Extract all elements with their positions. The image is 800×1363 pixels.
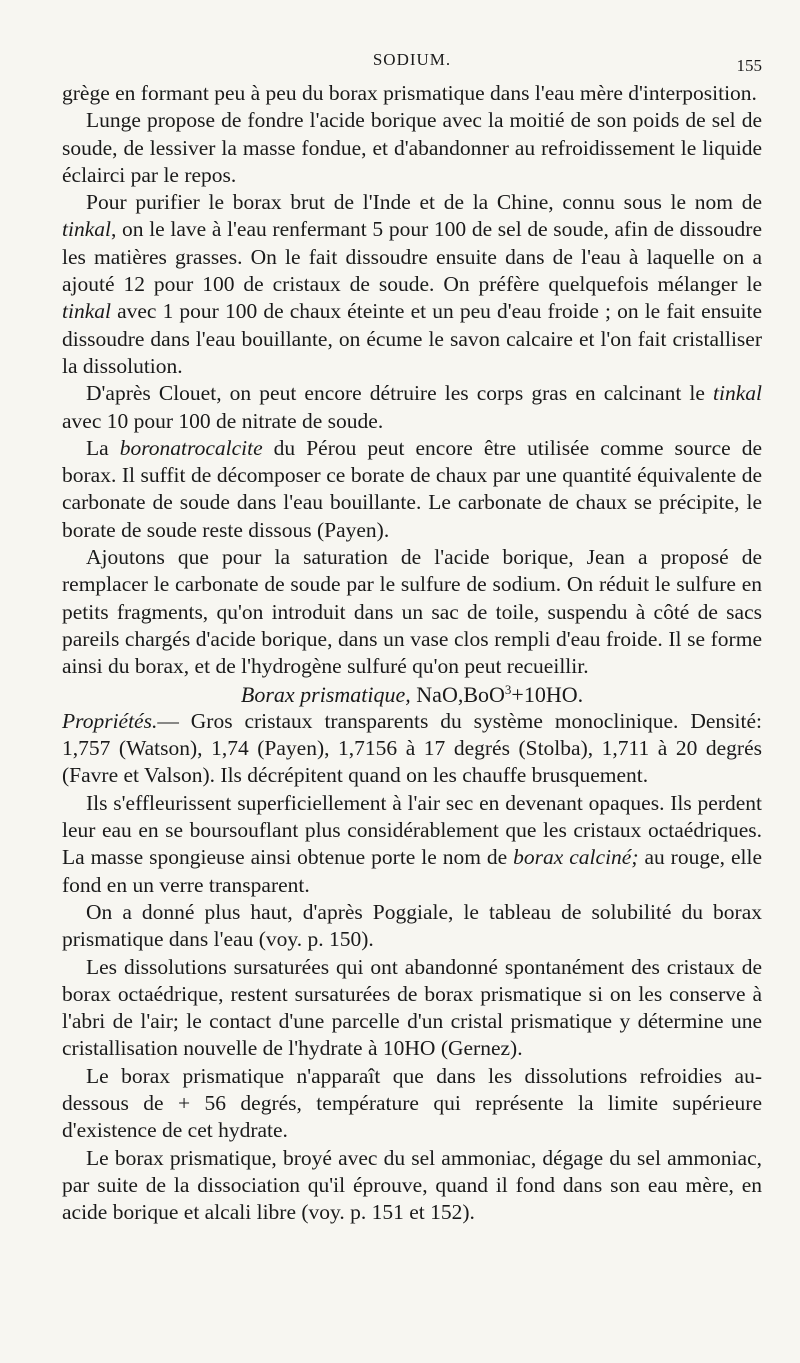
italic-term: boronatrocalcite [119,435,263,460]
paragraph: grège en formant peu à peu du borax prismatique dans l'eau mère d'interposition. [62,81,757,105]
formula-pre: NaO,BoO [410,681,505,707]
paragraph: Ajoutons que pour la saturation de l'acide borique, Jean a proposé de remplacer le carbonate de soude par le sulfure de sodium. On réduit le sulfure en petits fragments, qu'on introduit dans un sac de toile, suspendu à côté de sacs pareils chargés d'acide borique, dans un vase clos rempli d'eau froide. Il se forme ainsi du borax, et de l'hydrogène sulfuré qu'on peut recueillir. [62,545,762,679]
italic-term: tinkal [62,217,111,242]
paragraph: Le borax prismatique n'apparaît que dans les dissolutions refroidies au-dessous de + 56 degrés, température qui représente la limite supérieure d'existence de cet hydrate. [62,1063,762,1143]
paragraph: Les dissolutions sursaturées qui ont abandonné spontanément des cristaux de borax octaédrique, restent sursaturées de borax prismatique si on les conserve à l'abri de l'air; le contact d'une parcelle d'un cristal prismatique y détermine une cristallisation nouvelle de l'hydrate à 10HO (Gernez). [62,954,762,1061]
page-number: 155 [736,56,762,75]
paragraph: D'après Clouet, on peut encore détruire les corps gras en calcinant le tinkal avec 10 pour 100 de nitrate de soude. [62,381,762,433]
italic-term: tinkal [62,299,111,324]
paragraph: Pour purifier le borax brut de l'Inde et de la Chine, connu sous le nom de tinkal, on le lave à l'eau renfermant 5 pour 100 de sel de soude, afin de dissoudre les matières grasses. On le fait dissoudre ensuite dans de l'eau à laquelle on a ajouté 12 pour 100 de cristaux de soude. On préfère quelquefois mélanger le tinkal avec 1 pour 100 de chaux éteinte et un peu d'eau froide ; on le fait ensuite dissoudre dans l'eau bouillante, on écume le savon calcaire et l'on fait cristalliser la dissolution. [62,190,762,378]
formula-superscript: 3 [504,681,512,697]
paragraph: On a donné plus haut, d'après Poggiale, le tableau de solubilité du borax prismatique dans l'eau (voy. p. 150). [62,899,762,952]
running-title: SODIUM. [372,50,452,69]
section-title [62,681,762,708]
italic-term: tinkal [713,381,762,406]
paragraph: Ils s'effleurissent superficiellement à l'air sec en devenant opaques. Ils perdent leur eau en se boursouflant plus considérablement que les cristaux octaédriques. La masse spongieuse ainsi obtenue porte le nom de borax calciné; au rouge, elle fond en un verre transparent. [62,790,762,897]
paragraph: Le borax prismatique, broyé avec du sel ammoniac, dégage du sel ammoniac, par suite de la dissociation qu'il éprouve, quand il fond dans son eau mère, en acide borique et alcali libre (voy. p. 151 et 152). [62,1145,762,1225]
italic-term: borax calciné; [513,845,639,870]
formula-post: +10HO. [511,681,584,707]
body-text [62,80,762,1226]
italic-term: Propriétés. [62,708,158,733]
paragraph: Lunge propose de fondre l'acide borique avec la moitié de son poids de sel de soude, de lessiver la masse fondue, et d'abandonner au refroidissement le liquide éclairci par le repos. [62,108,762,187]
section-title-italic: Borax prismatique, [240,681,411,707]
paragraph: Propriétés.— Gros cristaux transparents du système monoclinique. Densité: 1,757 (Watson), 1,74 (Payen), 1,7156 à 17 degrés (Stolba), 1,711 à 20 degrés (Favre et Valson). Ils décrépitent quand on les chauffe brusquement. [62,708,762,788]
page-header [62,46,762,80]
paragraph: La boronatrocalcite du Pérou peut encore être utilisée comme source de borax. Il suffit de décomposer ce borate de chaux par une quantité équivalente de carbonate de soude dans l'eau bouillante. Le carbonate de chaux se précipite, le borate de soude reste dissous (Payen). [62,435,762,542]
